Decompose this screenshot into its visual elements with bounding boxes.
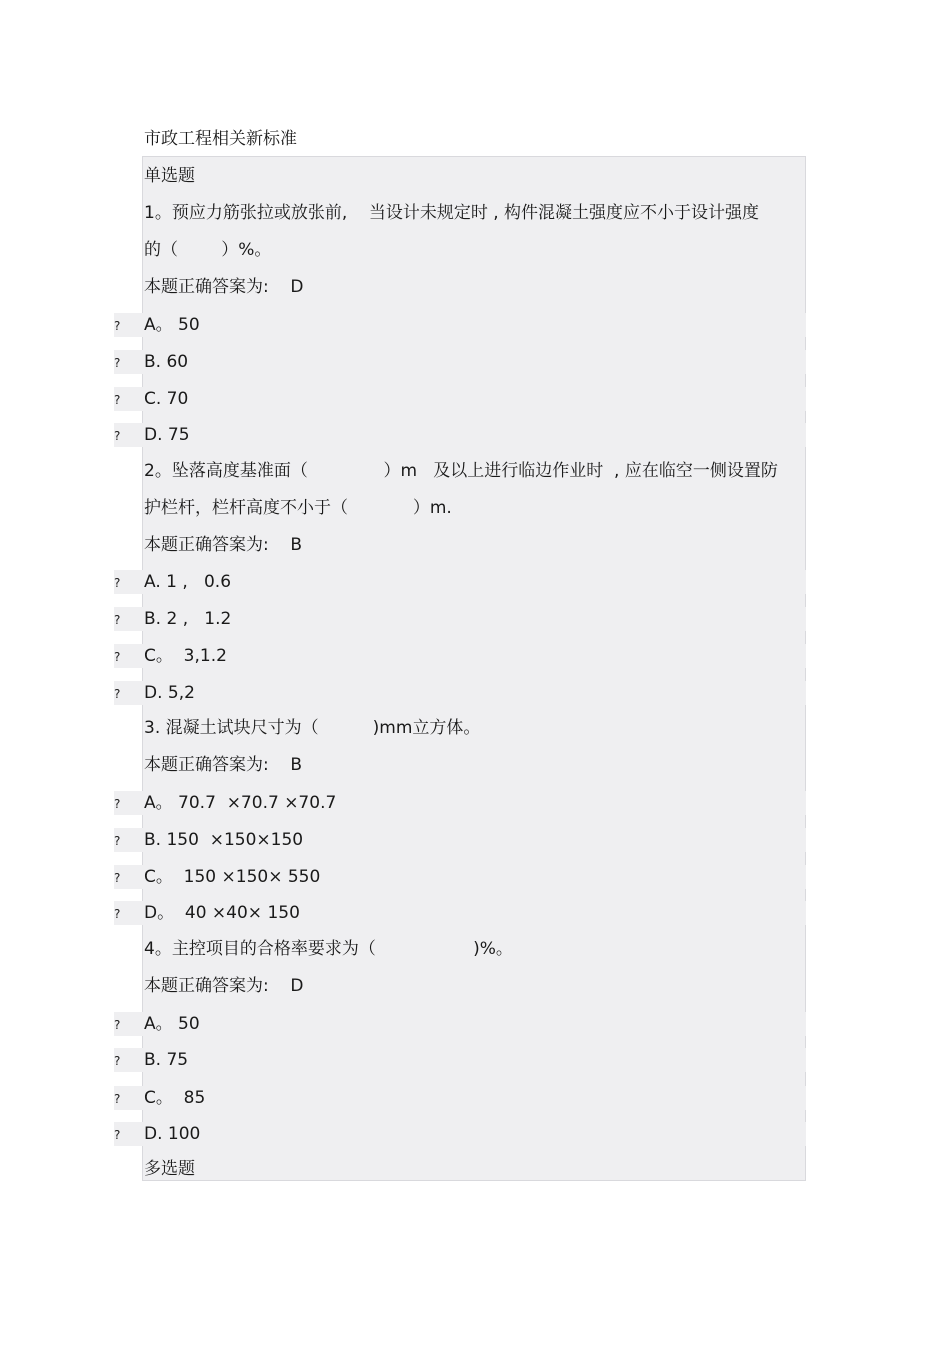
- question-3-option-a: [114, 791, 806, 815]
- bullet-icon: ?: [114, 429, 121, 443]
- bullet-icon: ?: [114, 613, 121, 627]
- option-text: A。 50: [144, 1014, 200, 1034]
- question-2-option-a: [114, 570, 806, 594]
- question-3-text: 3. 混凝土试块尺寸为（ )mm立方体。: [144, 718, 481, 738]
- bullet-icon: ?: [114, 356, 121, 370]
- bullet-icon: ?: [114, 1092, 121, 1106]
- question-4-option-a: [114, 1012, 806, 1036]
- option-text: A. 1 , 0.6: [144, 572, 232, 592]
- bullet-icon: ?: [114, 797, 121, 811]
- bullet-icon: ?: [114, 687, 121, 701]
- question-1-text: 1。预应力筋张拉或放张前, 当设计未规定时 , 构件混凝土强度应不小于设计强度: [144, 203, 760, 223]
- question-2-text-cont: 护栏杆，栏杆高度不小于（ ）m.: [144, 498, 452, 518]
- question-1-option-b: [114, 350, 806, 374]
- document-title: 市政工程相关新标准: [144, 129, 297, 149]
- question-4-answer: 本题正确答案为: D: [144, 976, 304, 996]
- question-3-option-b: [114, 828, 806, 852]
- bullet-icon: ?: [114, 393, 121, 407]
- question-3-option-d: [114, 901, 806, 925]
- question-4-option-d: [114, 1122, 806, 1146]
- question-2-answer: 本题正确答案为: B: [144, 535, 303, 555]
- bullet-icon: ?: [114, 576, 121, 590]
- bullet-icon: ?: [114, 1018, 121, 1032]
- question-1-option-d: [114, 423, 806, 447]
- bullet-icon: ?: [114, 834, 121, 848]
- question-2-text: 2。坠落高度基准面（ ）m 及以上进行临边作业时 , 应在临空一侧设置防: [144, 461, 778, 481]
- option-text: B. 150 ×150×150: [144, 830, 304, 850]
- bullet-icon: ?: [114, 1128, 121, 1142]
- option-text: A。 50: [144, 315, 200, 335]
- option-text: C. 70: [144, 389, 189, 409]
- question-4-option-b: [114, 1048, 806, 1072]
- bullet-icon: ?: [114, 1054, 121, 1068]
- option-text: C。 3,1.2: [144, 646, 227, 666]
- option-text: C。 85: [144, 1088, 206, 1108]
- bullet-icon: ?: [114, 907, 121, 921]
- question-1-option-c: [114, 387, 806, 411]
- option-text: D。 40 ×40× 150: [144, 903, 300, 923]
- section-heading-multiple-choice: 多选题: [144, 1159, 195, 1179]
- section-heading-single-choice: 单选题: [144, 166, 195, 186]
- bullet-icon: ?: [114, 650, 121, 664]
- question-1-answer: 本题正确答案为: D: [144, 277, 304, 297]
- option-text: D. 100: [144, 1124, 201, 1144]
- question-2-option-b: [114, 607, 806, 631]
- bullet-icon: ?: [114, 319, 121, 333]
- option-text: B. 75: [144, 1050, 189, 1070]
- option-text: B. 60: [144, 352, 189, 372]
- question-4-option-c: [114, 1086, 806, 1110]
- option-text: A。 70.7 ×70.7 ×70.7: [144, 793, 337, 813]
- option-text: D. 75: [144, 425, 190, 445]
- question-3-answer: 本题正确答案为: B: [144, 755, 303, 775]
- question-3-option-c: [114, 865, 806, 889]
- question-4-text: 4。主控项目的合格率要求为（ )%。: [144, 939, 513, 959]
- question-2-option-d: [114, 681, 806, 705]
- question-1-text-cont: 的（ ）%。: [144, 240, 272, 260]
- question-1-option-a: [114, 313, 806, 337]
- option-text: D. 5,2: [144, 683, 195, 703]
- bullet-icon: ?: [114, 871, 121, 885]
- option-text: C。 150 ×150× 550: [144, 867, 321, 887]
- question-2-option-c: [114, 644, 806, 668]
- option-text: B. 2 , 1.2: [144, 609, 232, 629]
